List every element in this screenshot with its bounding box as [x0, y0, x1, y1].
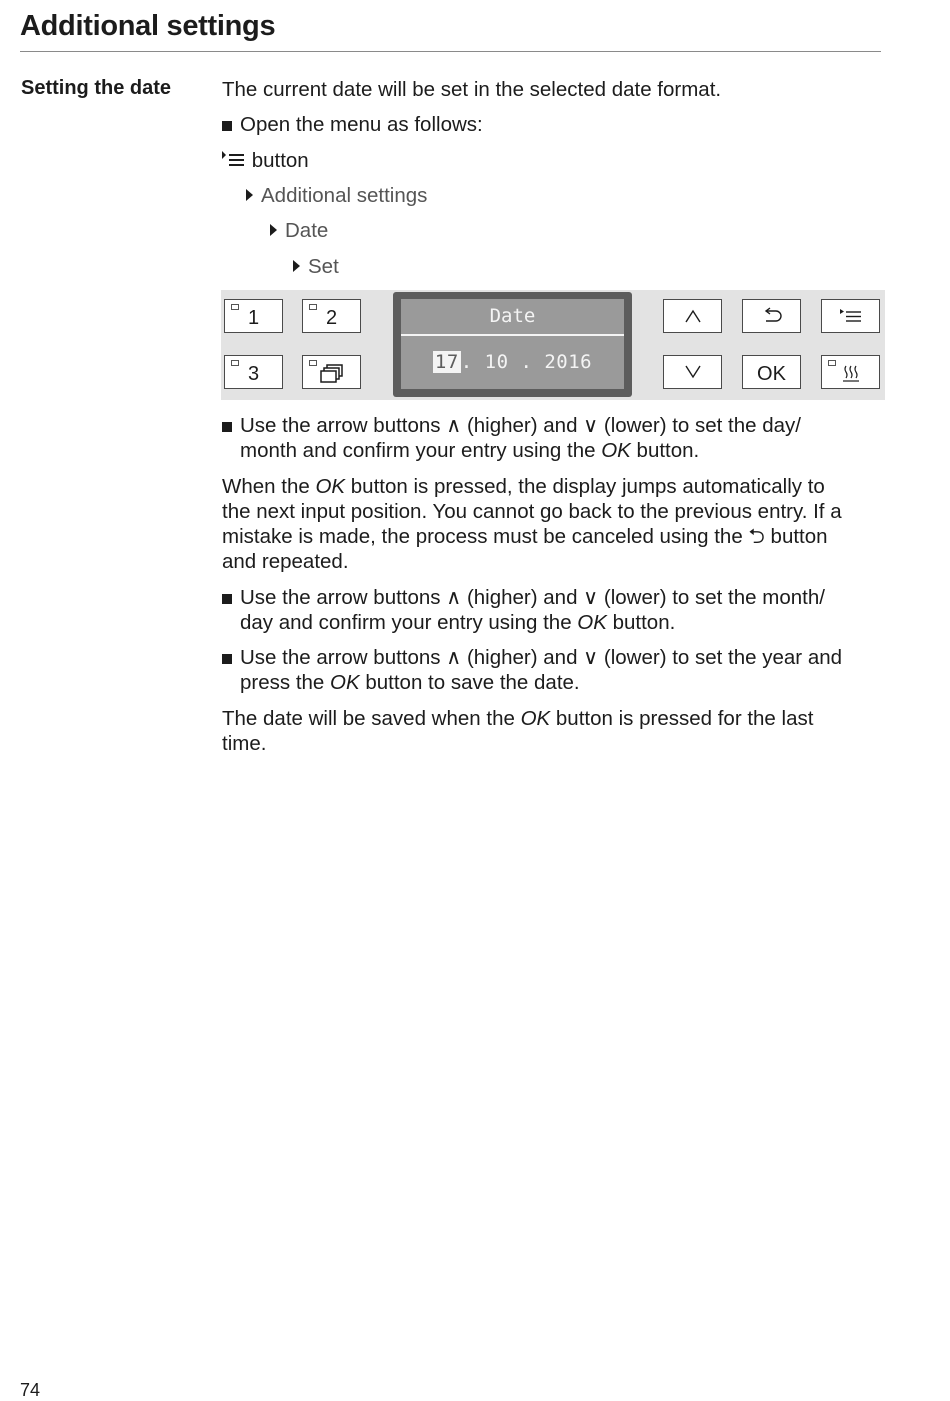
page-number: 74: [20, 1380, 41, 1400]
down-arrow-button[interactable]: [663, 355, 722, 389]
step3-line1: Use the arrow buttons ∧ (higher) and ∨ (lower) to set the year and: [240, 646, 843, 669]
caret-right-icon: [270, 224, 277, 236]
layers-icon: [318, 363, 346, 385]
menu-level2-label: Date: [285, 219, 329, 242]
save-note: The date will be saved when the OK button is pressed for the last time.: [222, 707, 814, 755]
indicator-led: [231, 360, 239, 366]
indicator-led: [309, 304, 317, 310]
open-menu-step: [222, 112, 872, 137]
indicator-led: [828, 360, 836, 366]
ok-term: OK: [520, 707, 551, 730]
back-button[interactable]: [742, 299, 801, 333]
display-divider: [401, 334, 624, 336]
step1-line1: Use the arrow buttons ∧ (higher) and ∨ (lower) to set the day/: [240, 414, 801, 437]
down-arrow-icon: [683, 364, 703, 380]
step2-end: button.: [606, 611, 676, 634]
header-divider: [20, 51, 881, 52]
up-arrow-button[interactable]: [663, 299, 722, 333]
display-date-value: [401, 351, 624, 373]
step2-line1: Use the arrow buttons ∧ (higher) and ∨ (lower) to set the month/: [240, 586, 825, 609]
section-title: Setting the date: [21, 77, 172, 99]
step-set-day: [222, 413, 872, 463]
menu-level3-label: Set: [308, 255, 339, 278]
step-set-year: [222, 645, 872, 695]
menu-icon: [222, 151, 246, 169]
ok-explanation: When the OK button is pressed, the display jumps automatically to the next input position. You cannot go back to the previous entry. If a mistake is made, the process must be canceled using the ⮌ button and repeated.: [222, 475, 842, 573]
ok-term: OK: [601, 439, 631, 462]
menu-button[interactable]: [821, 299, 880, 333]
intro-text: The current date will be set in the selected date format.: [222, 78, 722, 101]
program-button-1[interactable]: 1: [224, 299, 283, 333]
ok-term: OK: [577, 611, 607, 634]
step1-end: button.: [630, 439, 700, 462]
display-title: Date: [489, 305, 536, 327]
bullet-square: [222, 422, 232, 432]
menu-icon: [838, 307, 864, 325]
menu-path-level1: [246, 183, 427, 208]
selected-day: 17: [434, 351, 459, 373]
ok-button[interactable]: OK: [742, 355, 801, 389]
page-title: Additional settings: [20, 10, 276, 42]
step-set-month: [222, 585, 872, 635]
step3-line2: press the: [240, 671, 331, 694]
ok-term: OK: [330, 671, 360, 694]
bullet-square: [222, 654, 232, 664]
indicator-led: [231, 304, 239, 310]
menu-path-level3: [293, 254, 339, 279]
drying-button[interactable]: [821, 355, 880, 389]
open-menu-text: Open the menu as follows:: [240, 113, 483, 136]
dry-icon: [841, 363, 861, 383]
lcd-screen: [401, 299, 624, 389]
program-button-3[interactable]: 3: [224, 355, 283, 389]
menu-level1-label: Additional settings: [261, 184, 428, 207]
back-icon: [761, 307, 783, 325]
up-arrow-icon: [683, 308, 703, 324]
date-remainder: . 10 . 2016: [460, 351, 593, 373]
ok-term: OK: [315, 475, 346, 498]
indicator-led: [309, 360, 317, 366]
step2-line2: day and confirm your entry using the: [240, 611, 578, 634]
bullet-square: [222, 121, 232, 131]
step3-end: button to save the date.: [359, 671, 580, 694]
program-overview-button[interactable]: [302, 355, 361, 389]
lcd-display: [393, 292, 632, 397]
bullet-square: [222, 594, 232, 604]
step1-line2: month and confirm your entry using the: [240, 439, 602, 462]
caret-right-icon: [246, 189, 253, 201]
menu-path-level2: [270, 218, 328, 243]
caret-right-icon: [293, 260, 300, 272]
program-button-2[interactable]: 2: [302, 299, 361, 333]
menu-button-label: button: [251, 149, 309, 172]
menu-path-root: [222, 148, 309, 173]
